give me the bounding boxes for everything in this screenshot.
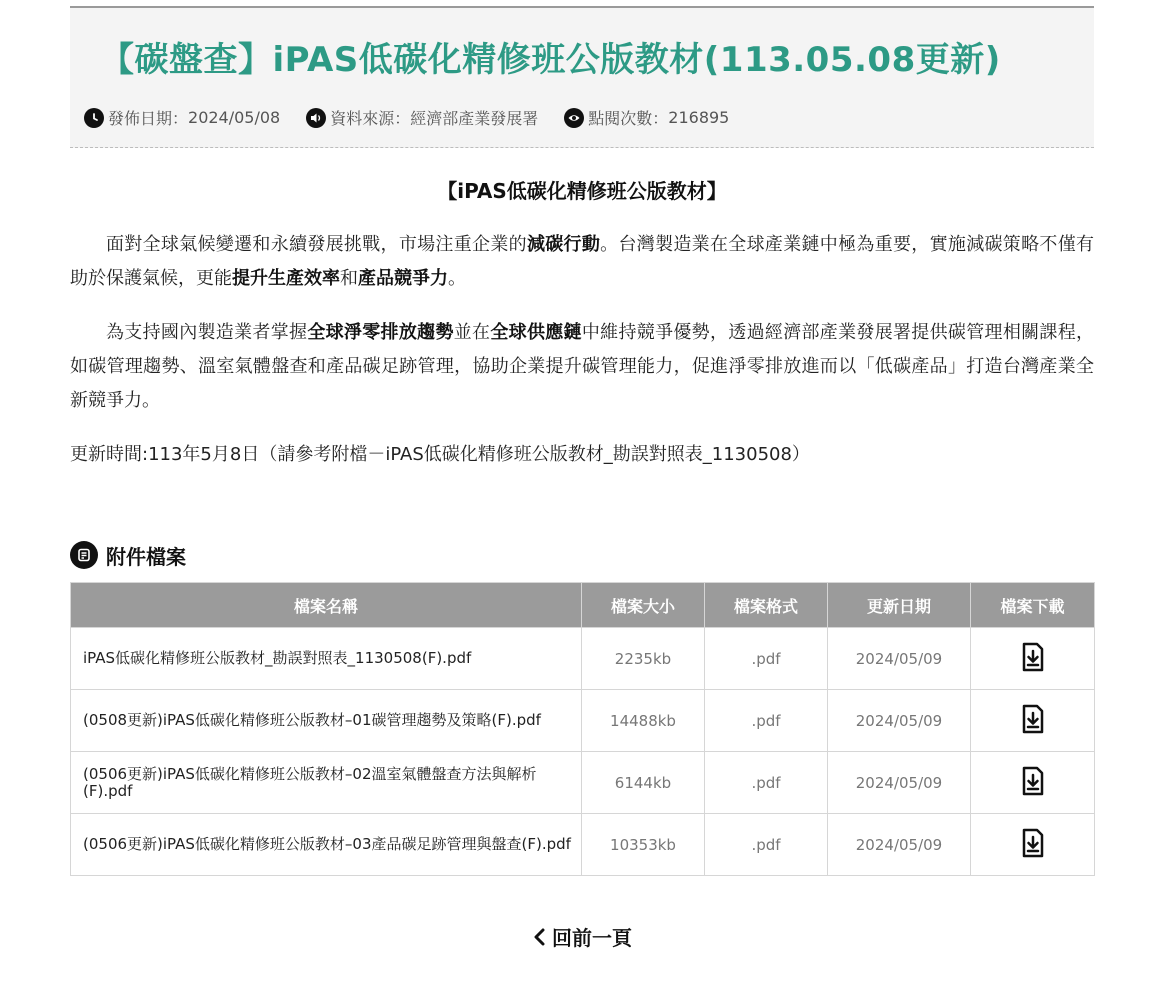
- download-cell: [971, 752, 1095, 814]
- p1-bold-2: 提升生產效率: [232, 268, 340, 289]
- attachments-title: 附件檔案: [106, 544, 186, 569]
- views-value: 216895: [668, 108, 730, 127]
- section-heading: 【iPAS低碳化精修班公版教材】: [437, 179, 727, 203]
- update-note: 更新時間:113年5月8日（請參考附檔－iPAS低碳化精修班公版教材_勘誤對照表_1130508）: [70, 444, 810, 465]
- file-format: .pdf: [705, 628, 828, 690]
- intro-paragraph: [70, 228, 1094, 296]
- publish-value: 2024/05/08: [188, 108, 281, 127]
- source: [306, 106, 538, 129]
- file-size: 10353kb: [582, 814, 705, 876]
- article-container: [70, 6, 1094, 951]
- document-icon: [70, 541, 98, 569]
- p1-text-4: 。: [448, 268, 466, 289]
- back-label: 回前一頁: [552, 926, 632, 950]
- attachments-table: [70, 582, 1095, 876]
- publish-label: 發佈日期：: [108, 109, 189, 128]
- col-name-header: 檔案名稱: [71, 583, 582, 628]
- table-row: [71, 752, 1095, 814]
- file-size: 2235kb: [582, 628, 705, 690]
- p2-text-1: 為支持國內製造業者掌握: [106, 322, 308, 343]
- file-date: 2024/05/09: [828, 690, 971, 752]
- download-icon[interactable]: [1019, 704, 1047, 734]
- download-cell: [971, 814, 1095, 876]
- p2-text-3: 中維持競爭優勢，透過經濟部產業發展署提供碳管理相關課程，如碳管理趨勢、溫室氣體盤查和產品碳足跡管理，協助企業提升碳管理能力，促進淨零排放進而以「低碳產品」打造台灣產業全新競爭力。: [70, 322, 1095, 411]
- p1-text-3: 和: [340, 268, 358, 289]
- table-row: [71, 628, 1095, 690]
- download-cell: [971, 628, 1095, 690]
- p1-text-2: 。台灣製造業在全球產業鏈中極為重要，實施減碳策略不僅有助於保護氣候，更能: [70, 234, 1095, 289]
- p1-text-1: 面對全球氣候變遷和永續發展挑戰，市場注重企業的: [106, 234, 527, 255]
- file-date: 2024/05/09: [828, 814, 971, 876]
- download-cell: [971, 690, 1095, 752]
- source-label: 資料來源：: [330, 109, 411, 128]
- file-size: 6144kb: [582, 752, 705, 814]
- chevron-left-icon: [532, 928, 546, 946]
- clock-icon: [84, 108, 104, 128]
- col-size-header: 檔案大小: [582, 583, 705, 628]
- file-format: .pdf: [705, 752, 828, 814]
- file-name: (0506更新)iPAS低碳化精修班公版教材–03產品碳足跡管理與盤查(F).pdf: [71, 814, 582, 876]
- p2-bold-1: 全球淨零排放趨勢: [307, 322, 454, 343]
- table-row: [71, 690, 1095, 752]
- col-date-header: 更新日期: [828, 583, 971, 628]
- file-name: (0506更新)iPAS低碳化精修班公版教材–02溫室氣體盤查方法與解析(F).pdf: [71, 752, 582, 814]
- page-title: 【碳盤查】iPAS低碳化精修班公版教材(113.05.08更新): [100, 40, 1001, 80]
- file-date: 2024/05/09: [828, 628, 971, 690]
- col-format-header: 檔案格式: [705, 583, 828, 628]
- source-value: 經濟部產業發展署: [410, 109, 539, 128]
- p1-bold-3: 產品競爭力: [358, 268, 448, 289]
- download-icon[interactable]: [1019, 766, 1047, 796]
- download-icon[interactable]: [1019, 642, 1047, 672]
- download-icon[interactable]: [1019, 828, 1047, 858]
- file-name: (0508更新)iPAS低碳化精修班公版教材–01碳管理趨勢及策略(F).pdf: [71, 690, 582, 752]
- p2-bold-2: 全球供應鏈: [490, 322, 582, 343]
- article-meta: [84, 106, 755, 129]
- file-name: iPAS低碳化精修班公版教材_勘誤對照表_1130508(F).pdf: [71, 628, 582, 690]
- file-size: 14488kb: [582, 690, 705, 752]
- table-header-row: [71, 583, 1095, 628]
- file-format: .pdf: [705, 814, 828, 876]
- file-format: .pdf: [705, 690, 828, 752]
- p1-bold-1: 減碳行動: [526, 234, 601, 255]
- support-paragraph: [70, 316, 1094, 418]
- view-count: [564, 106, 729, 129]
- eye-icon: [564, 108, 584, 128]
- file-date: 2024/05/09: [828, 752, 971, 814]
- attachments-heading: [70, 540, 1094, 570]
- back-link[interactable]: [70, 922, 1094, 951]
- speaker-icon: [306, 108, 326, 128]
- table-row: [71, 814, 1095, 876]
- publish-date: [84, 106, 280, 129]
- p2-text-2: 並在: [453, 322, 491, 343]
- views-label: 點閱次數：: [588, 109, 669, 128]
- col-download-header: 檔案下載: [971, 583, 1095, 628]
- article-header: [70, 6, 1094, 148]
